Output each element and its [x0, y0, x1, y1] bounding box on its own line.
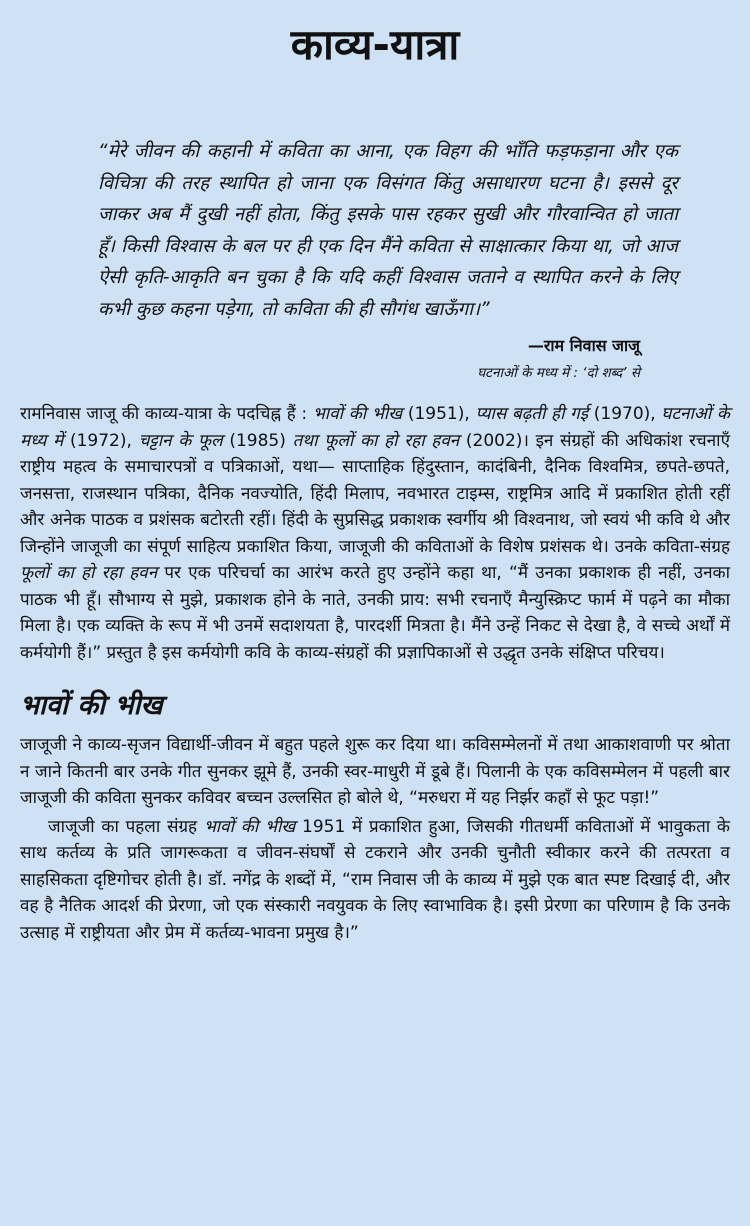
- book-title-chattan-ke-phool: चट्टान के फूल: [138, 430, 223, 451]
- intro-text-6: (2002)। इन संग्रहों की अधिकांश रचनाएँ राष्ट्रीय महत्व के समाचारपत्रों व पत्रिकाओं, यथा— साप्ताहिक हिंदुस्तान, कादंबिनी, दैनिक विश्वमित्र, छपते-छपते, जनसत्ता, राजस्थान पत्रिका, दैनिक नवज्योति, हिंदी मिलाप, नवभारत टाइम्स, राष्ट्रमित्र आदि में प्रकाशित होती रहीं और अनेक पाठक व प्रशंसक बटोरती रहीं। हिंदी के सुप्रसिद्ध प्रकाशक स्वर्गीय श्री विश्वनाथ, जो स्वयं भी कवि थे और जिन्होंने जाजूजी का संपूर्ण साहित्य प्रकाशित किया, जाजूजी की कविताओं के विशेष प्रशंसक थे। उनके कविता-संग्रह: [20, 430, 730, 557]
- quote-attribution-name: —राम निवास जाजू: [527, 336, 640, 355]
- intro-text-2: (1951),: [402, 404, 476, 424]
- book-title-ghatnaon-ke-madhya-mein: घटनाओं के मध्य में: [20, 404, 730, 451]
- book-title-bhavon-ki-bheekh-2: भावों की भीख: [203, 816, 296, 837]
- quote-attribution-source: घटनाओं के मध्य में : ‘दो शब्द’ से: [477, 365, 640, 381]
- section-paragraph-2: [20, 814, 730, 947]
- intro-text-5: (1985): [222, 430, 293, 451]
- book-title-phoolon-ka-ho-raha-havan: तथा फूलों का हो रहा हवन: [292, 430, 460, 451]
- para2-text-2: 1951 में प्रकाशित हुआ, जिसकी गीतधर्मी कविताओं में भावुकता के साथ कर्तव्य के प्रति जागरूकता व जीवन-संघर्षों से टकराने और उनकी चुनौती स्वीकार करने की तत्परता व साहसिकता दृष्टिगोचर होती है। डॉ. नगेंद्र के शब्दों में, “राम निवास जी के काव्य में मुझे एक बात स्पष्ट दिखाई दी, और वह है नैतिक आदर्श की प्रेरणा, जो एक संस्कारी नवयुवक के लिए स्वाभाविक है। इसी प्रेरणा का परिणाम है कि उनके उत्साह में राष्ट्रीयता और प्रेम में कर्तव्य-भावना प्रमुख है।”: [20, 816, 730, 943]
- intro-paragraph: [20, 401, 730, 666]
- section-heading: भावों की भीख: [20, 690, 163, 721]
- opening-quote: “मेरे जीवन की कहानी में कविता का आना, एक विहग की भाँति फड़फड़ाना और एक विचित्रा की तरह स्थापित हो जाना एक विसंगत किंतु असाधारण घटना है। इससे दूर जाकर अब मैं दुखी नहीं होता, किंतु इसके पास रहकर सुखी और गौरवान्वित हो जाता हूँ। किसी विश्वास के बल पर ही एक दिन मैंने कविता से साक्षात्कार किया था, जो आज ऐसी कृति-आकृति बन चुका है कि यदि कहीं विश्वास जताने व स्थापित करने के लिए कभी कुछ कहना पड़ेगा, तो कविता की ही सौगंध खाऊँगा।”: [98, 141, 678, 320]
- intro-text-4: (1972),: [63, 430, 139, 451]
- section-paragraph-1: जाजूजी ने काव्य-सृजन विद्यार्थी-जीवन में बहुत पहले शुरू कर दिया था। कविसम्मेलनों में तथा आकाशवाणी पर श्रोता न जाने कितनी बार उनके गीत सुनकर झूमे हैं, उनकी स्वर-माधुरी में डूबे हैं। पिलानी के एक कविसम्मेलन में पहली बार जाजूजी की कविता सुनकर कविवर बच्चन उल्लसित हो बोले थे, “मरुधरा में यह निर्झर कहाँ से फूट पड़ा!”: [20, 735, 730, 808]
- intro-text-3: (1970),: [588, 404, 662, 424]
- intro-text-1: रामनिवास जाजू की काव्य-यात्रा के पदचिह्न हैं :: [20, 404, 313, 424]
- book-title-pyas-badhti-hi-gai: प्यास बढ़ती ही गई: [475, 404, 589, 424]
- para2-text-1: जाजूजी का पहला संग्रह: [48, 816, 204, 837]
- book-title-bhavon-ki-bheekh: भावों की भीख: [312, 404, 403, 424]
- book-title-phoolon-ka-ho-raha-havan-2: फूलों का हो रहा हवन: [20, 563, 158, 583]
- page-title: काव्य-यात्रा: [290, 20, 460, 69]
- intro-text-7: पर एक परिचर्चा का आरंभ करते हुए उन्होंने कहा था, “मैं उनका प्रकाशक ही नहीं, उनका पाठक भी हूँ। सौभाग्य से मुझे, प्रकाशक होने के नाते, उनकी प्राय: सभी रचनाएँ मैन्युस्क्रिप्ट फार्म में पढ़ने का मौका मिला है। एक व्यक्ति के रूप में भी उनमें सदाशयता है, पारदर्शी मित्रता है। मैंने उन्हें निकट से देखा है, वे सच्चे अर्थों में कर्मयोगी हैं।” प्रस्तुत है इस कर्मयोगी कवि के काव्य-संग्रहों की प्रज्ञापिकाओं से उद्धृत उनके संक्षिप्त परिचय।: [20, 563, 730, 663]
